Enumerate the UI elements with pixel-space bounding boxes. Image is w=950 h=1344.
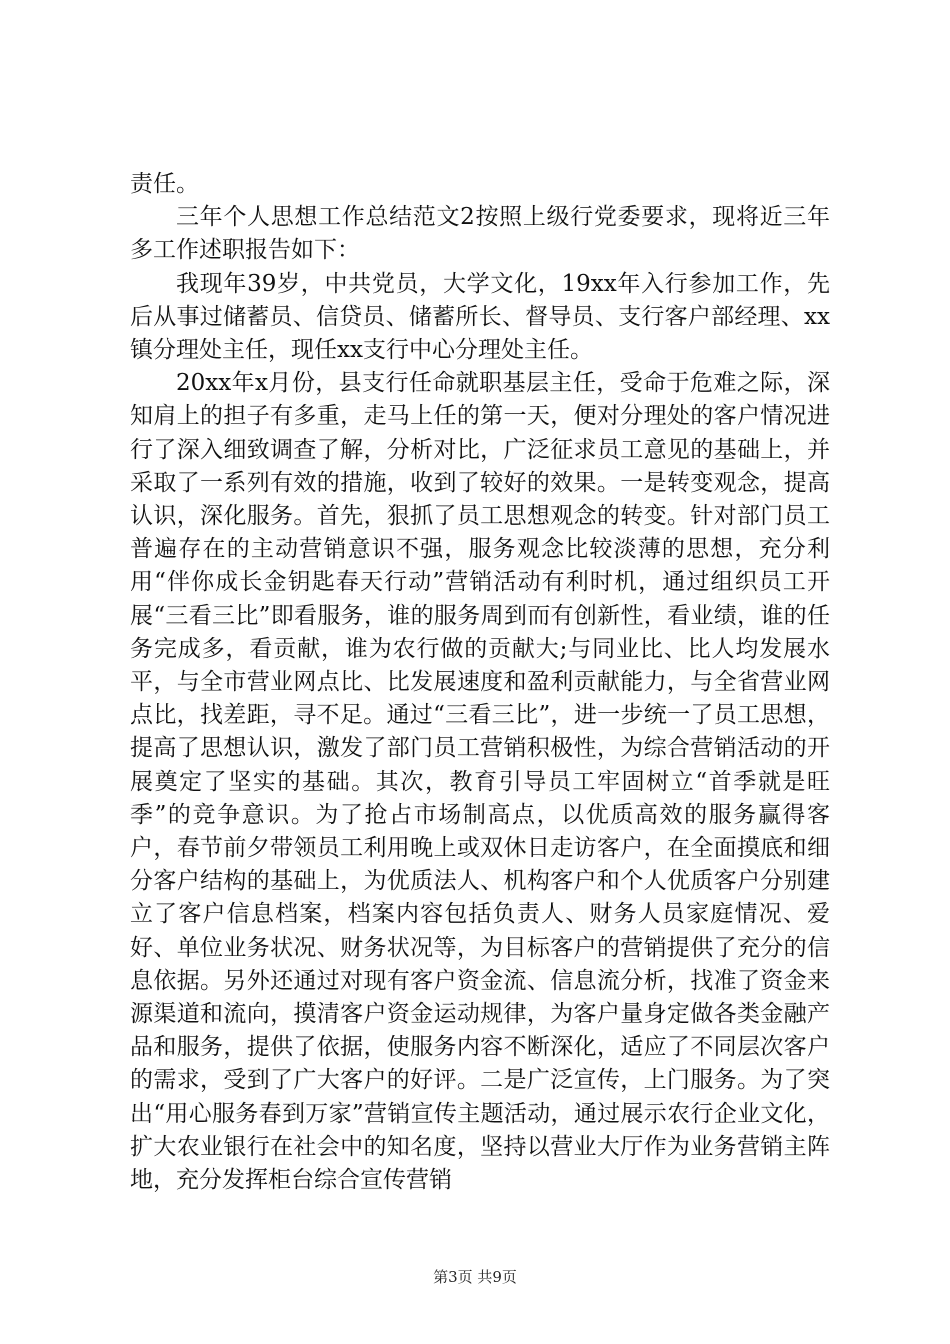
paragraph-2: 三年个人思想工作总结范文2按照上级行党委要求，现将近三年多工作述职报告如下：	[130, 204, 830, 264]
paragraph-4: 20xx年x月份，县支行任命就职基层主任，受命于危难之际，深知肩上的担子有多重，走马上任的第一天，便对分理处的客户情况进行了深入细致调查了解，分析对比，广泛征求员工意见的基础上，并采取了一系列有效的措施，收到了较好的效果。一是转变观念，提高认识，深化服务。首先，狠抓了员工思想观念的转变。针对部门员工普遍存在的主动营销意识不强，服务观念比较淡薄的思想，充分利用“伴你成长金钥匙春天行动”营销活动有利时机，通过组织员工开展“三看三比”即看服务，谁的服务周到而有创新性，看业绩，谁的任务完成多，看贡献，谁为农行做的贡献大;与同业比、比人均发展水平，与全市营业网点比、比发展速度和盈利贡献能力，与全省营业网点比，找差距，寻不足。通过“三看三比”，进一步统一了员工思想，提高了思想认识，激发了部门员工营销积极性，为综合营销活动的开展奠定了坚实的基础。其次，教育引导员工牢固树立“首季就是旺季”的竞争意识。为了抢占市场制高点，以优质高效的服务赢得客户，春节前夕带领员工利用晚上或双休日走访客户，在全面摸底和细分客户结构的基础上，为优质法人、机构客户和个人优质客户分别建立了客户信息档案，档案内容包括负责人、财务人员家庭情况、爱好、单位业务状况、财务状况等，为目标客户的营销提供了充分的信息依据。另外还通过对现有客户资金流、信息流分析，找准了资金来源渠道和流向，摸清客户资金运动规律，为客户量身定做各类金融产品和服务，提供了依据，使服务内容不断深化，适应了不同层次客户的需求，受到了广大客户的好评。二是广泛宣传，上门服务。为了突出“用心服务春到万家”营销宣传主题活动，通过展示农行企业文化，扩大农业银行在社会中的知名度，坚持以营业大厅作为业务营销主阵地，充分发挥柜台综合宣传营销	[130, 370, 830, 1194]
document-body	[130, 168, 830, 1197]
paragraph-3: 我现年39岁，中共党员，大学文化，19xx年入行参加工作，先后从事过储蓄员、信贷员、储蓄所长、督导员、支行客户部经理、xx镇分理处主任，现任xx支行中心分理处主任。	[130, 270, 830, 364]
paragraph-1: 责任。	[130, 171, 199, 197]
page-footer: 第3页 共9页	[433, 1268, 517, 1286]
